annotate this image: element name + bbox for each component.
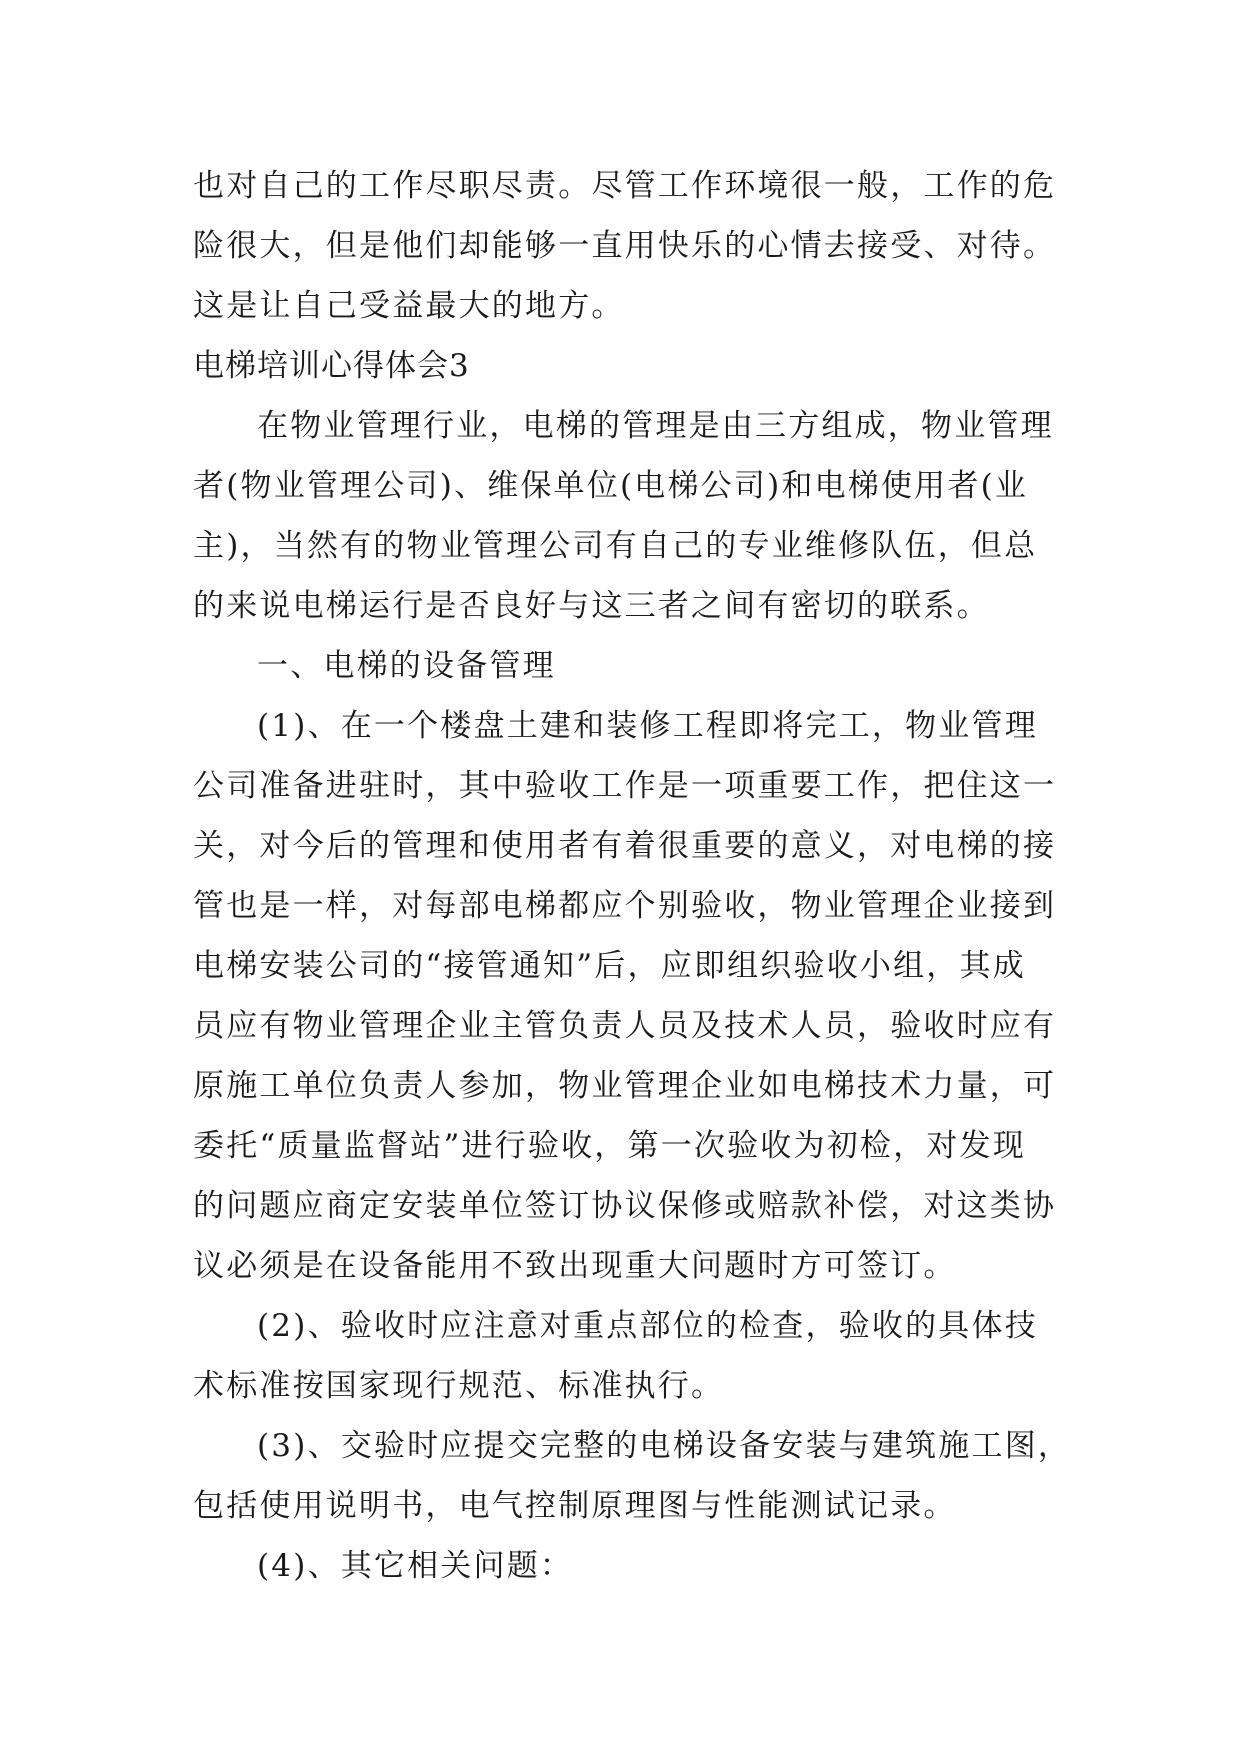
text-line: 电梯安装公司的“接管通知”后，应即组织验收小组，其成 — [193, 948, 1026, 984]
document-body — [193, 156, 1073, 1596]
text-line: 管也是一样，对每部电梯都应个别验收，物业管理企业接到 — [193, 888, 1057, 924]
text-line: 险很大，但是他们却能够一直用快乐的心情去接受、对待。 — [193, 228, 1057, 264]
paragraph-first-line: (4)、其它相关问题： — [257, 1548, 574, 1584]
paragraph-first-line: (2)、验收时应注意对重点部位的检查，验收的具体技 — [257, 1308, 1038, 1344]
text-line: 术标准按国家现行规范、标准执行。 — [193, 1368, 725, 1404]
text-line: 这是让自己受益最大的地方。 — [193, 288, 625, 324]
paragraph-first-line: (3)、交验时应提交完整的电梯设备安装与建筑施工图， — [257, 1428, 1072, 1464]
subsection-heading: 一、电梯的设备管理 — [257, 648, 556, 684]
text-line: 包括使用说明书，电气控制原理图与性能测试记录。 — [193, 1488, 957, 1524]
text-line: 议必须是在设备能用不致出现重大问题时方可签订。 — [193, 1248, 957, 1284]
section-heading: 电梯培训心得体会3 — [193, 348, 470, 384]
text-line: 主)，当然有的物业管理公司有自己的专业维修队伍，但总 — [193, 528, 1038, 564]
text-line: 委托“质量监督站”进行验收，第一次验收为初检，对发现 — [193, 1128, 1026, 1164]
text-line: 原施工单位负责人参加，物业管理企业如电梯技术力量，可 — [193, 1068, 1057, 1104]
paragraph-first-line: 在物业管理行业，电梯的管理是由三方组成，物业管理 — [257, 408, 1054, 444]
text-line: 员应有物业管理企业主管负责人员及技术人员，验收时应有 — [193, 1008, 1057, 1044]
text-line: 公司准备进驻时，其中验收工作是一项重要工作，把住这一 — [193, 768, 1057, 804]
text-line: 关，对今后的管理和使用者有着很重要的意义，对电梯的接 — [193, 828, 1057, 864]
text-line: 的来说电梯运行是否良好与这三者之间有密切的联系。 — [193, 588, 990, 624]
text-line: 者(物业管理公司)、维保单位(电梯公司)和电梯使用者(业 — [193, 468, 1029, 504]
text-line: 的问题应商定安装单位签订协议保修或赔款补偿，对这类协 — [193, 1188, 1057, 1224]
paragraph-first-line: (1)、在一个楼盘土建和装修工程即将完工，物业管理 — [257, 708, 1038, 744]
text-line: 也对自己的工作尽职尽责。尽管工作环境很一般，工作的危 — [193, 168, 1057, 204]
